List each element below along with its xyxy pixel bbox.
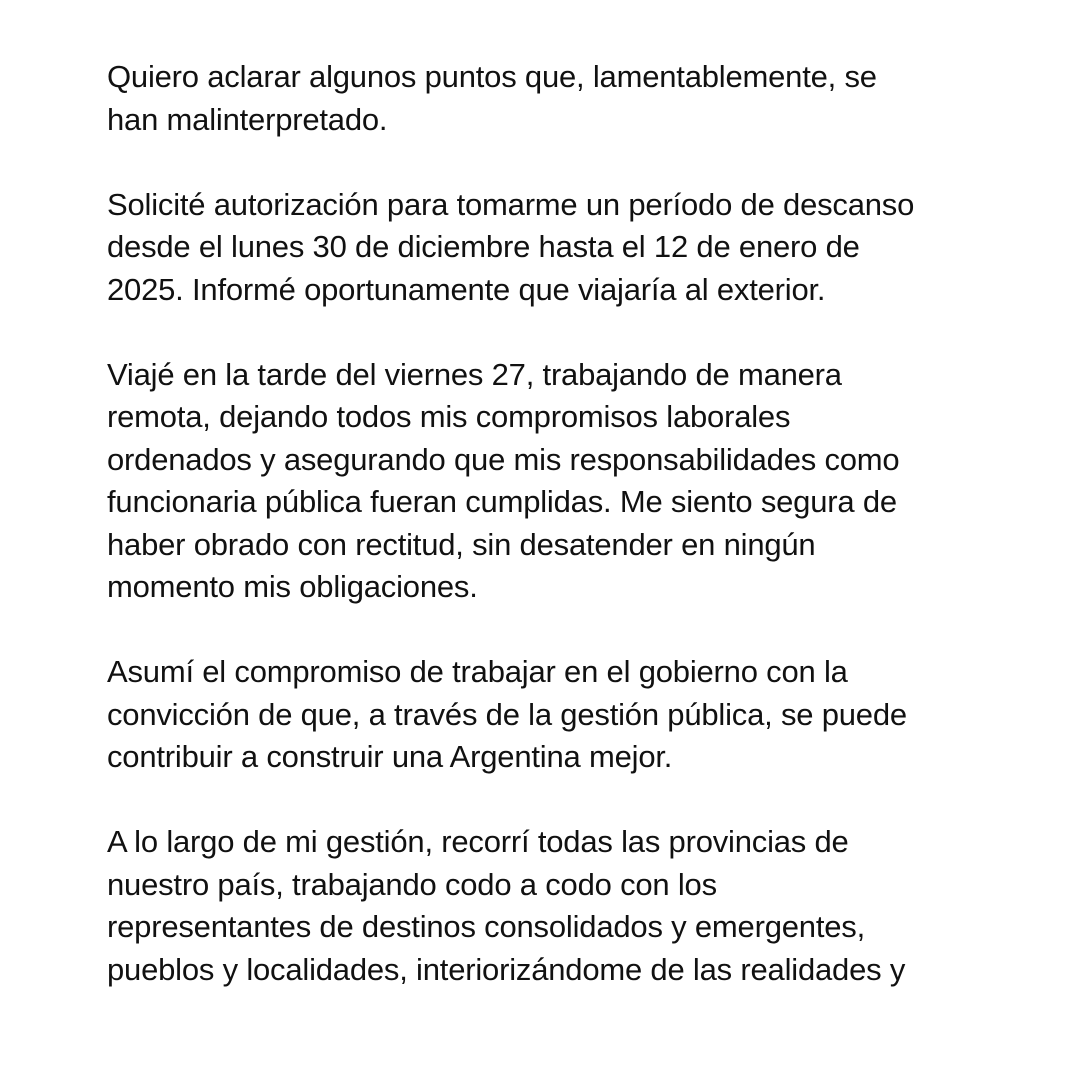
paragraph-line: representantes de destinos consolidados y emergentes,	[107, 909, 865, 944]
paragraph-line: Quiero aclarar algunos puntos que, lamentablemente, se	[107, 59, 877, 94]
paragraph-line: A lo largo de mi gestión, recorrí todas las provincias de	[107, 824, 849, 859]
paragraph-4	[107, 651, 1027, 779]
paragraph-line: momento mis obligaciones.	[107, 569, 478, 604]
paragraph-line: funcionaria pública fueran cumplidas. Me siento segura de	[107, 484, 897, 519]
statement-document	[107, 56, 1027, 1034]
paragraph-line: convicción de que, a través de la gestión pública, se puede	[107, 696, 907, 732]
paragraph-line: nuestro país, trabajando codo a codo con los	[107, 866, 717, 902]
paragraph-line: haber obrado con rectitud, sin desatender en ningún	[107, 526, 816, 562]
paragraph-line: contribuir a construir una Argentina mejor.	[107, 739, 673, 774]
paragraph-line: ordenados y asegurando que mis responsabilidades como	[107, 441, 900, 477]
paragraph-line: Viajé en la tarde del viernes 27, trabajando de manera	[107, 356, 842, 392]
paragraph-line: han malinterpretado.	[107, 101, 388, 137]
paragraph-1	[107, 56, 1027, 141]
paragraph-3	[107, 354, 1027, 609]
paragraph-line: desde el lunes 30 de diciembre hasta el 12 de enero de	[107, 229, 860, 264]
paragraph-line: Solicité autorización para tomarme un período de descanso	[107, 186, 915, 222]
paragraph-line: pueblos y localidades, interiorizándome de las realidades y	[107, 951, 906, 987]
paragraph-line: 2025. Informé oportunamente que viajaría al exterior.	[107, 271, 826, 307]
paragraph-2	[107, 184, 1027, 312]
paragraph-line: remota, dejando todos mis compromisos laborales	[107, 399, 791, 434]
paragraph-line: Asumí el compromiso de trabajar en el gobierno con la	[107, 654, 848, 689]
paragraph-5	[107, 821, 1027, 991]
